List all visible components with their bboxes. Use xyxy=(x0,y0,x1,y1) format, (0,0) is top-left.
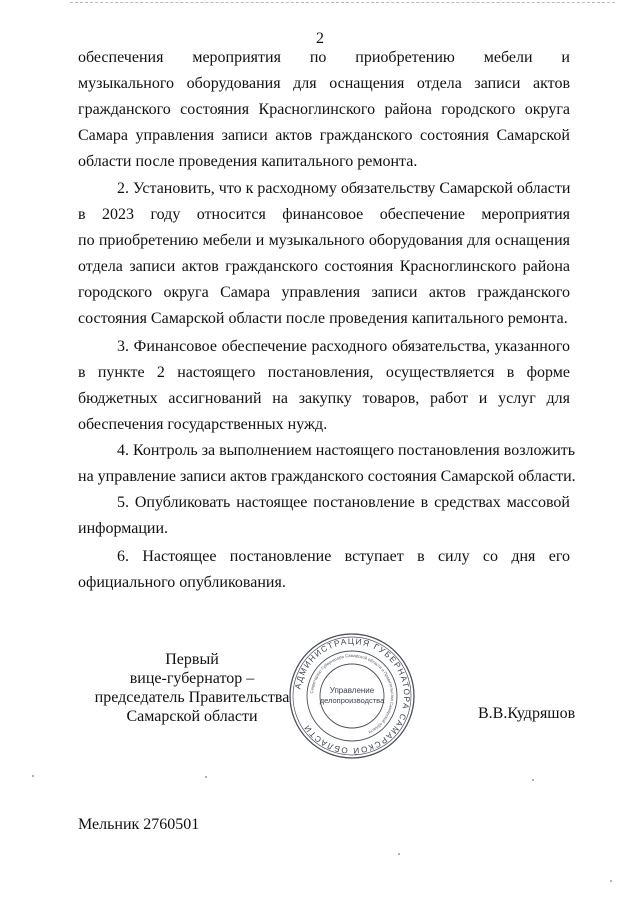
scan-speck xyxy=(532,779,534,781)
scan-speck xyxy=(398,853,400,855)
body-line: обеспечения мероприятия по приобретению мебели и xyxy=(78,49,570,66)
scan-speck xyxy=(610,880,612,882)
body-line: состояния Самарской области после проведения капитального ремонта. xyxy=(78,310,568,327)
signature-title-line: вице-губернатор – xyxy=(129,670,255,687)
official-seal-stamp xyxy=(287,631,417,761)
signatory-name: В.В.Кудряшов xyxy=(478,705,576,722)
body-line: 5. Опубликовать настоящее постановление в средствах массовой xyxy=(117,494,570,511)
scan-speck xyxy=(32,775,34,777)
body-line: Самара управления записи актов гражданского состояния Самарской xyxy=(78,127,570,144)
body-line: городского округа Самара управления записи актов гражданского xyxy=(78,284,570,301)
body-line: бюджетных ассигнований на закупку товаров, работ и услуг для xyxy=(78,390,570,407)
signature-title-line: Самарской области xyxy=(126,708,258,725)
body-line: по приобретению мебели и музыкального оборудования для оснащения xyxy=(78,232,570,249)
top-scan-edge xyxy=(70,2,615,3)
body-line: гражданского состояния Красноглинского района городского округа xyxy=(78,101,570,118)
body-line: официального опубликования. xyxy=(78,574,286,591)
body-line: 3. Финансовое обеспечение расходного обязательства, указанного xyxy=(117,338,570,355)
seal-center-line: Управление xyxy=(329,686,375,695)
body-line: 4. Контроль за выполнением настоящего постановления возложить xyxy=(117,442,576,459)
scan-speck xyxy=(205,776,207,778)
signature-title xyxy=(92,650,292,726)
footer-executor: Мельник 2760501 xyxy=(78,816,200,833)
seal-outer-text: АДМИНИСТРАЦИЯ ГУБЕРНАТОРА САМАРСКОЙ ОБЛАСТИ xyxy=(293,636,412,756)
body-line: отдела записи актов гражданского состояния Красноглинского района xyxy=(78,258,570,275)
body-line: в 2023 году относится финансовое обеспечение мероприятия xyxy=(78,206,570,223)
body-line: области после проведения капитального ремонта. xyxy=(78,153,418,170)
body-line: музыкального оборудования для оснащения отдела записи актов xyxy=(78,75,570,92)
seal-center-line: делопроизводства xyxy=(319,696,385,705)
body-line: в пункте 2 настоящего постановления, осуществляется в форме xyxy=(78,364,570,381)
page-number: 2 xyxy=(316,30,324,47)
body-line: 6. Настоящее постановление вступает в силу со дня его xyxy=(117,548,570,565)
signature-title-line: председатель Правительства xyxy=(94,689,290,706)
body-line: 2. Установить, что к расходному обязательству Самарской области xyxy=(117,180,571,197)
body-line: на управление записи актов гражданского состояния Самарской области. xyxy=(78,468,576,485)
signature-title-line: Первый xyxy=(165,651,219,668)
body-line: информации. xyxy=(78,520,169,537)
seal-inner-text: Секретариат Губернатора Самарской области и Правительства Самарской области xyxy=(309,652,396,736)
body-line: обеспечения государственных нужд. xyxy=(78,416,328,433)
